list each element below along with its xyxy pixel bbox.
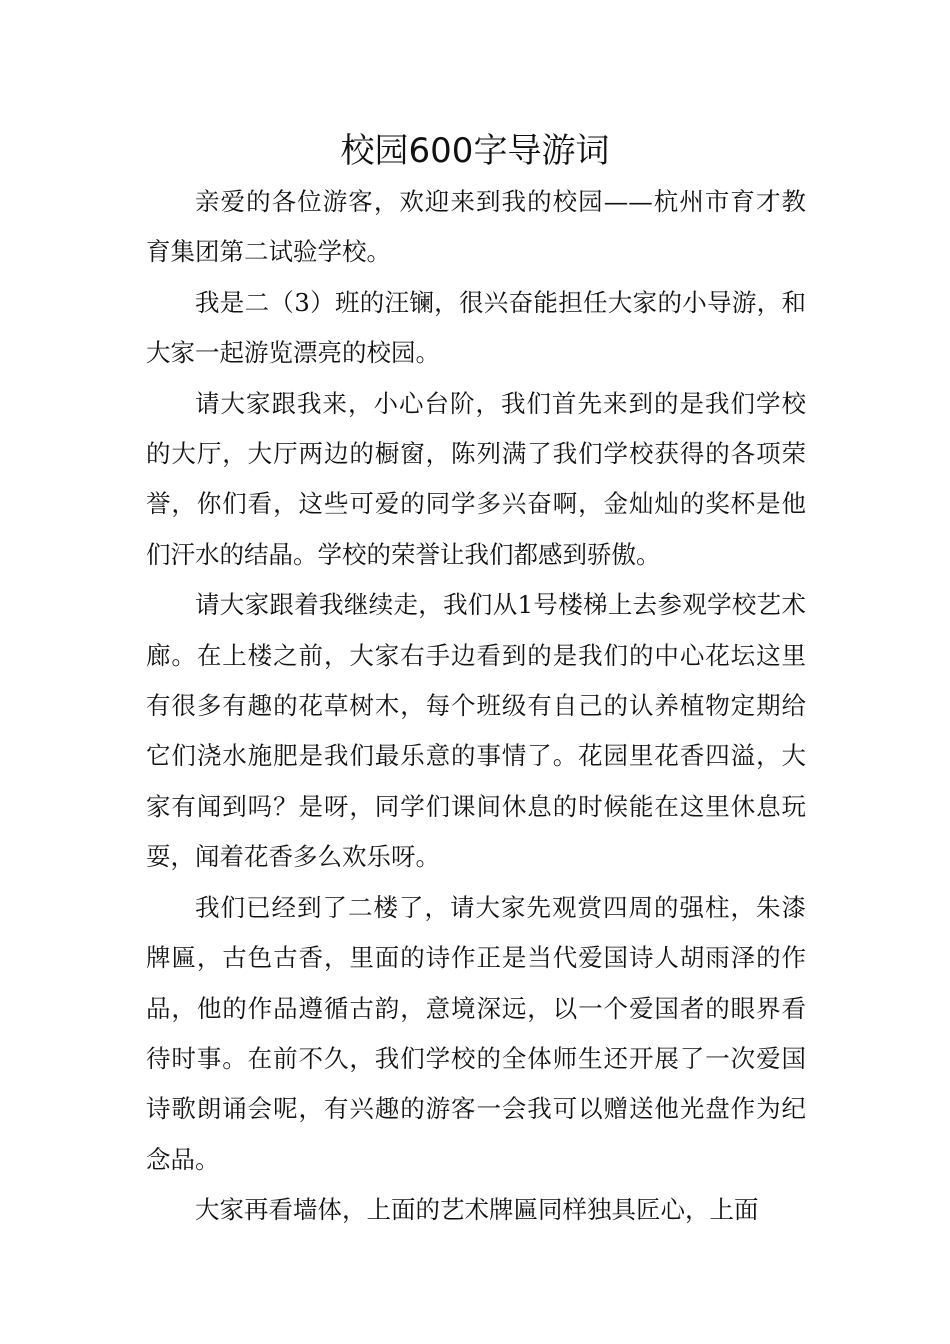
document-title: 校园600字导游词 <box>340 131 610 171</box>
document-body <box>146 177 806 1236</box>
paragraph-garden: 请大家跟着我继续走，我们从1号楼梯上去参观学校艺术廊。在上楼之前，大家右手边看到的是我们的中心花坛这里有很多有趣的花草树木，每个班级有自己的认养植物定期给它们浇水施肥是我们最乐意的事情了。花园里花香四溢，大家有闻到吗？是呀，同学们课间休息的时候能在这里休息玩耍，闻着花香多么欢乐呀。 <box>146 590 806 872</box>
paragraph-second-floor: 我们已经到了二楼了，请大家先观赏四周的强柱，朱漆牌匾，古色古香，里面的诗作正是当代爱国诗人胡雨泽的作品，他的作品遵循古韵，意境深远，以一个爱国者的眼界看待时事。在前不久，我们学校的全体师生还开展了一次爱国诗歌朗诵会呢，有兴趣的游客一会我可以赠送他光盘作为纪念品。 <box>146 892 806 1174</box>
paragraph-welcome: 亲爱的各位游客，欢迎来到我的校园——杭州市育才教育集团第二试验学校。 <box>146 187 806 267</box>
paragraph-hall: 请大家跟我来，小心台阶，我们首先来到的是我们学校的大厅，大厅两边的橱窗，陈列满了我们学校获得的各项荣誉，你们看，这些可爱的同学多兴奋啊，金灿灿的奖杯是他们汗水的结晶。学校的荣誉让我们都感到骄傲。 <box>146 388 806 569</box>
paragraph-introduction: 我是二（3）班的汪镧，很兴奋能担任大家的小导游，和大家一起游览漂亮的校园。 <box>146 287 806 368</box>
paragraph-wall: 大家再看墙体，上面的艺术牌匾同样独具匠心，上面 <box>195 1195 759 1225</box>
